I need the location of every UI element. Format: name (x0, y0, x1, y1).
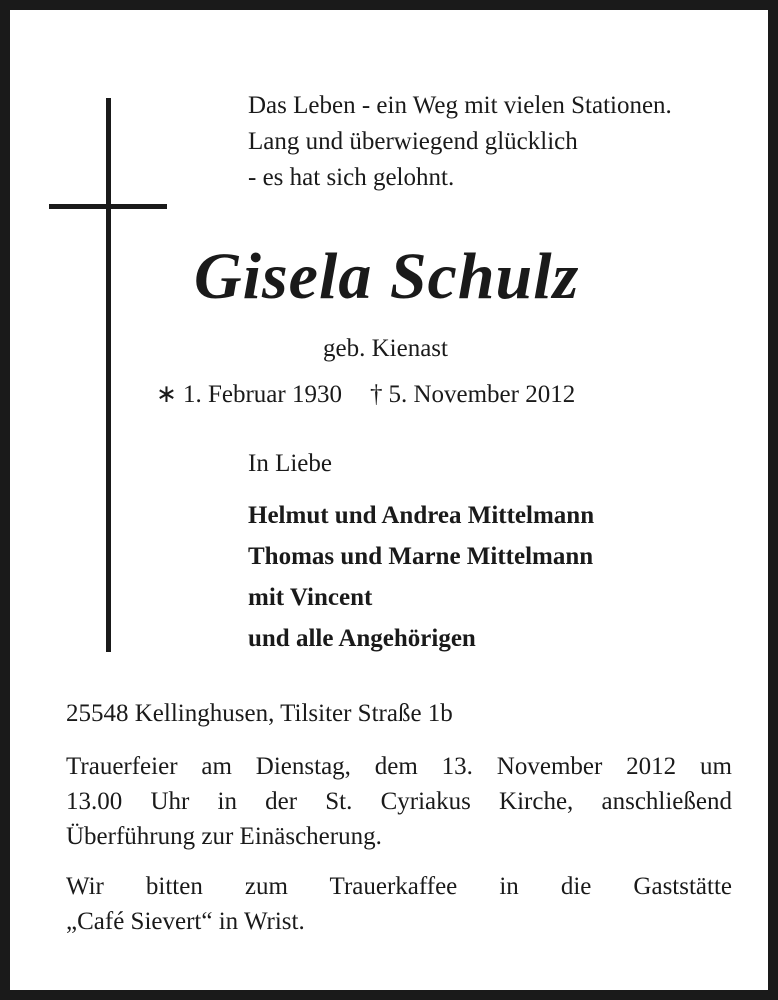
birth-star-icon: ∗ (156, 381, 177, 408)
ceremony-info (66, 749, 732, 854)
coffee-line: „Café Sievert“ in Wrist. (66, 908, 305, 935)
motto-line: Lang und überwiegend glücklich (248, 128, 578, 155)
death-dagger-icon: † (369, 381, 383, 408)
mourner-line: mit Vincent (248, 584, 373, 611)
ceremony-line: Trauerfeier am Dienstag, dem 13. November 2012 um (66, 753, 732, 780)
motto (248, 88, 672, 196)
cross-horizontal-bar (49, 204, 167, 209)
ceremony-line: 13.00 Uhr in der St. Cyriakus Kirche, anschließend (66, 788, 732, 815)
deceased-name: Gisela Schulz (194, 240, 580, 313)
maiden-name: geb. Kienast (323, 335, 448, 362)
birth-date: 1. Februar 1930 (182, 381, 342, 408)
mourners-list (248, 495, 594, 659)
cross-vertical-bar (106, 98, 111, 652)
motto-line: Das Leben - ein Weg mit vielen Stationen. (248, 92, 672, 119)
address: 25548 Kellinghusen, Tilsiter Straße 1b (66, 700, 453, 727)
ceremony-line: Überführung zur Einäscherung. (66, 823, 382, 850)
mourner-line: und alle Angehörigen (248, 625, 476, 652)
mourners-intro: In Liebe (248, 450, 332, 477)
mourner-line: Thomas und Marne Mittelmann (248, 543, 594, 570)
life-dates (156, 378, 575, 412)
coffee-line: Wir bitten zum Trauerkaffee in die Gaststätte (66, 873, 732, 900)
death-date: 5. November 2012 (388, 381, 576, 408)
coffee-invitation (66, 869, 732, 939)
motto-line: - es hat sich gelohnt. (248, 164, 455, 191)
mourner-line: Helmut und Andrea Mittelmann (248, 502, 595, 529)
